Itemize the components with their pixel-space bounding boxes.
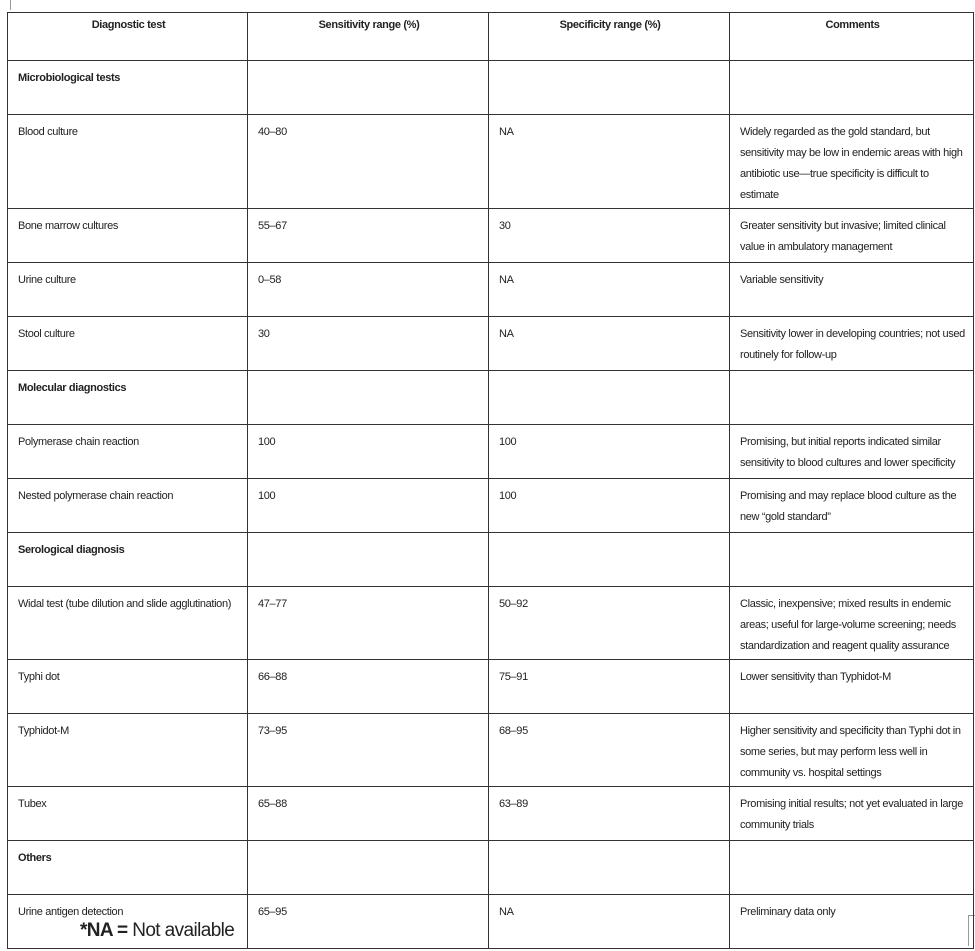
cell-comments: Preliminary data only: [730, 895, 974, 949]
section-header-row: [8, 61, 974, 115]
table-body: [8, 61, 974, 949]
section-header-row: [8, 371, 974, 425]
cell-specificity: [489, 841, 730, 895]
cell-specificity: 30: [489, 209, 730, 263]
cell-specificity: [489, 61, 730, 115]
cell-sensitivity: 73–95: [248, 714, 489, 787]
cell-specificity: [489, 533, 730, 587]
cell-comments: [730, 841, 974, 895]
footnote-abbr: *NA: [80, 920, 113, 941]
cell-test: Typhi dot: [8, 660, 248, 714]
cell-test: Blood culture: [8, 115, 248, 209]
table-row: [8, 425, 974, 479]
cell-comments: Variable sensitivity: [730, 263, 974, 317]
cell-comments: Greater sensitivity but invasive; limited clinical value in ambulatory management: [730, 209, 974, 263]
cell-sensitivity: 65–88: [248, 787, 489, 841]
cell-comments: Classic, inexpensive; mixed results in endemic areas; useful for large-volume screening; needs standardization and reagent quality assurance: [730, 587, 974, 660]
cell-sensitivity: 0–58: [248, 263, 489, 317]
cell-specificity: 63–89: [489, 787, 730, 841]
cell-test: Widal test (tube dilution and slide agglutination): [8, 587, 248, 660]
cell-sensitivity: 40–80: [248, 115, 489, 209]
cell-sensitivity: 65–95: [248, 895, 489, 949]
cell-sensitivity: [248, 533, 489, 587]
section-header-row: [8, 841, 974, 895]
cell-test: Stool culture: [8, 317, 248, 371]
cell-specificity: 100: [489, 425, 730, 479]
cell-sensitivity: 100: [248, 425, 489, 479]
cell-specificity: 68–95: [489, 714, 730, 787]
cell-specificity: 100: [489, 479, 730, 533]
cell-test: Microbiological tests: [8, 61, 248, 115]
cell-test: Others: [8, 841, 248, 895]
cell-comments: Promising, but initial reports indicated similar sensitivity to blood cultures and lower specificity: [730, 425, 974, 479]
header-sensitivity: Sensitivity range (%): [248, 13, 489, 61]
cell-sensitivity: [248, 61, 489, 115]
cell-comments: Lower sensitivity than Typhidot-M: [730, 660, 974, 714]
cell-test: Nested polymerase chain reaction: [8, 479, 248, 533]
footnote: [80, 920, 234, 942]
header-specificity: Specificity range (%): [489, 13, 730, 61]
header-diagnostic-test: Diagnostic test: [8, 13, 248, 61]
cell-sensitivity: [248, 371, 489, 425]
cell-test: Polymerase chain reaction: [8, 425, 248, 479]
table-row: [8, 115, 974, 209]
cell-test: Bone marrow cultures: [8, 209, 248, 263]
table-row: [8, 479, 974, 533]
page-corner-mark: [0, 0, 11, 10]
cell-sensitivity: 66–88: [248, 660, 489, 714]
footnote-equals: =: [112, 920, 133, 941]
cell-comments: Widely regarded as the gold standard, but sensitivity may be low in endemic areas with high antibiotic use—true specificity is difficult to estimate: [730, 115, 974, 209]
cell-test: Serological diagnosis: [8, 533, 248, 587]
table-row: [8, 587, 974, 660]
cell-specificity: 50–92: [489, 587, 730, 660]
cell-test: Tubex: [8, 787, 248, 841]
table-row: [8, 787, 974, 841]
cell-sensitivity: [248, 841, 489, 895]
cell-specificity: NA: [489, 895, 730, 949]
cell-specificity: NA: [489, 115, 730, 209]
cell-comments: [730, 61, 974, 115]
cell-specificity: NA: [489, 317, 730, 371]
cell-sensitivity: 30: [248, 317, 489, 371]
cell-comments: [730, 533, 974, 587]
cell-test: Urine culture: [8, 263, 248, 317]
diagnostic-tests-table: [7, 12, 974, 949]
cell-specificity: 75–91: [489, 660, 730, 714]
cell-comments: Higher sensitivity and specificity than Typhi dot in some series, but may perform less well in community vs. hospital settings: [730, 714, 974, 787]
cell-sensitivity: 100: [248, 479, 489, 533]
table-row: [8, 263, 974, 317]
table-header-row: [8, 13, 974, 61]
cell-test: Urine antigen detection: [8, 895, 248, 949]
section-header-row: [8, 533, 974, 587]
footnote-text: Not available: [132, 920, 235, 941]
cell-comments: Promising initial results; not yet evaluated in large community trials: [730, 787, 974, 841]
cell-specificity: NA: [489, 263, 730, 317]
cell-comments: Promising and may replace blood culture as the new “gold standard”: [730, 479, 974, 533]
table-row: [8, 209, 974, 263]
cell-comments: Sensitivity lower in developing countries; not used routinely for follow-up: [730, 317, 974, 371]
cell-comments: [730, 371, 974, 425]
cell-sensitivity: 55–67: [248, 209, 489, 263]
table-row: [8, 317, 974, 371]
table-row: [8, 660, 974, 714]
cell-sensitivity: 47–77: [248, 587, 489, 660]
cell-specificity: [489, 371, 730, 425]
cell-test: Molecular diagnostics: [8, 371, 248, 425]
table-row: [8, 714, 974, 787]
cell-test: Typhidot-M: [8, 714, 248, 787]
header-comments: Comments: [730, 13, 974, 61]
